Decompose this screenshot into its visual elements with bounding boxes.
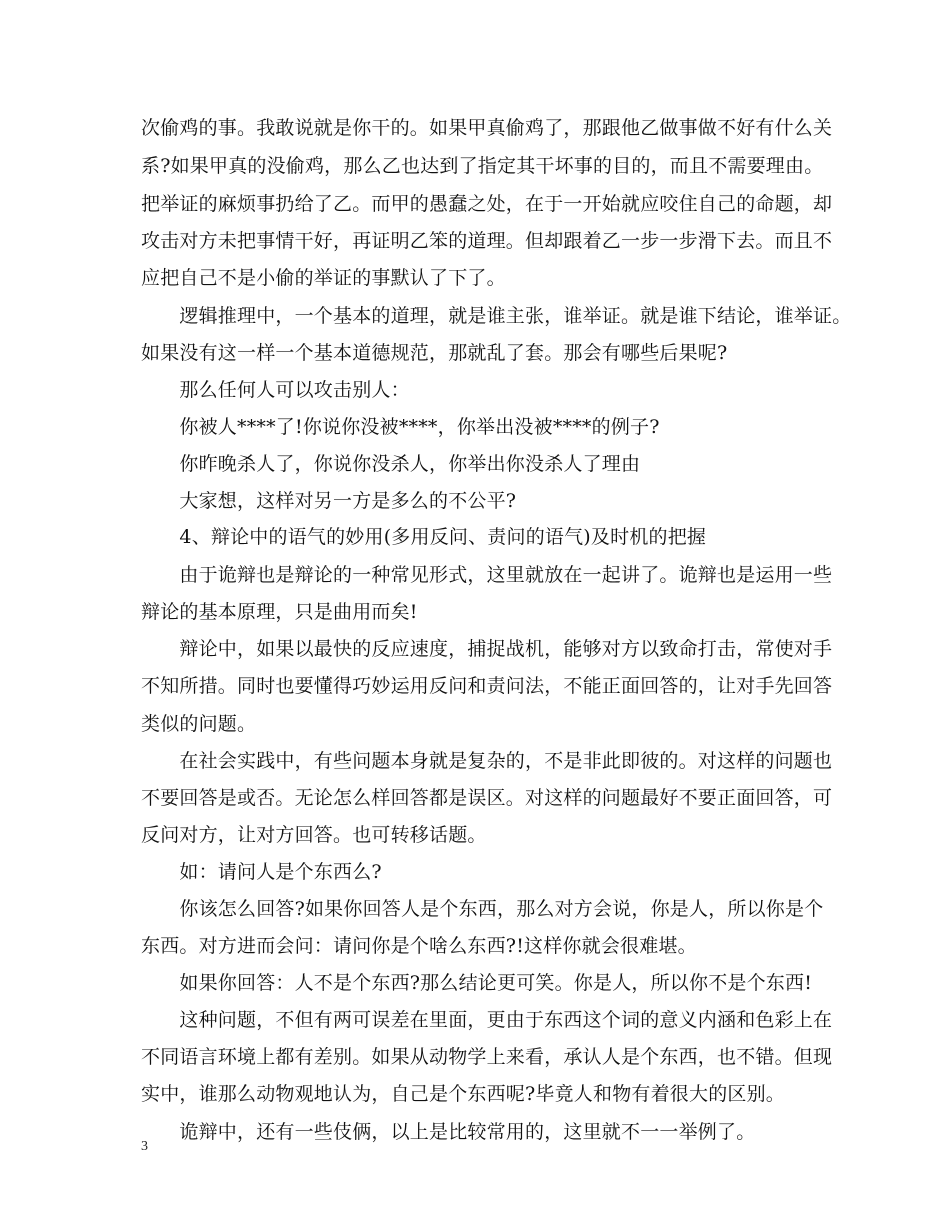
text-line: 次偷鸡的事。我敢说就是你干的。如果甲真偷鸡了，那跟他乙做事做不好有什么关 [141,117,833,139]
text-line: 反问对方，让对方回答。也可转移话题。 [141,824,487,846]
text-line: 你该怎么回答?如果你回答人是个东西，那么对方会说，你是人，所以你是个 [141,898,824,920]
text-line: 类似的问题。 [141,713,257,735]
text-line: 东西。对方进而会问：请问你是个啥么东西?!这样你就会很难堪。 [141,935,697,957]
text-line: 辩论中，如果以最快的反应速度，捕捉战机，能够对方以致命打击，常使对手 [141,638,833,660]
text-line: 系?如果甲真的没偷鸡，那么乙也达到了指定其干坏事的目的，而且不需要理由。 [141,155,824,177]
text-line: 应把自己不是小偷的举证的事默认了下了。 [141,267,506,289]
text-line: 如：请问人是个东西么? [141,861,382,883]
text-line: 辩论的基本原理，只是曲用而矣! [141,601,418,623]
text-line: 如果没有这一样一个基本道德规范，那就乱了套。那会有哪些后果呢? [141,342,728,364]
text-line: 那么任何人可以攻击别人： [141,379,410,401]
text-line: 在社会实践中，有些问题本身就是复杂的，不是非此即彼的。对这样的问题也 [141,750,833,772]
text-line: 攻击对方未把事情干好，再证明乙笨的道理。但却跟着乙一步一步滑下去。而且不 [141,230,833,252]
text-line: 不要回答是或否。无论怎么样回答都是误区。对这样的问题最好不要正面回答，可 [141,787,833,809]
text-line: 这种问题，不但有两可误差在里面，更由于东西这个词的意义内涵和色彩上在 [141,1009,833,1031]
text-line: 实中，谁那么动物观地认为，自己是个东西呢?毕竟人和物有着很大的区别。 [141,1083,785,1105]
page-number: 3 [141,1139,148,1154]
text-line: 由于诡辩也是辩论的一种常见形式，这里就放在一起讲了。诡辩也是运用一些 [141,564,833,586]
text-line: 不知所措。同时也要懂得巧妙运用反问和责问法，不能正面回答的，让对手先回答 [141,675,833,697]
section-heading: 4、辩论中的语气的妙用(多用反问、责问的语气)及时机的把握 [141,526,707,548]
text-line: 你被人****了!你说你没被****，你举出没被****的例子? [141,416,660,438]
text-line: 大家想，这样对另一方是多么的不公平? [141,490,517,512]
text-line: 不同语言环境上都有差别。如果从动物学上来看，承认人是个东西，也不错。但现 [141,1046,833,1068]
text-line: 如果你回答：人不是个东西?那么结论更可笑。你是人，所以你不是个东西! [141,972,813,994]
text-line: 你昨晚杀人了，你说你没杀人，你举出你没杀人了理由 [141,453,641,475]
text-line: 逻辑推理中，一个基本的道理，就是谁主张，谁举证。就是谁下结论，谁举证。 [141,305,852,327]
text-line: 诡辩中，还有一些伎俩，以上是比较常用的，这里就不一一举例了。 [141,1121,756,1143]
text-line: 把举证的麻烦事扔给了乙。而甲的愚蠢之处，在于一开始就应咬住自己的命题，却 [141,193,833,215]
